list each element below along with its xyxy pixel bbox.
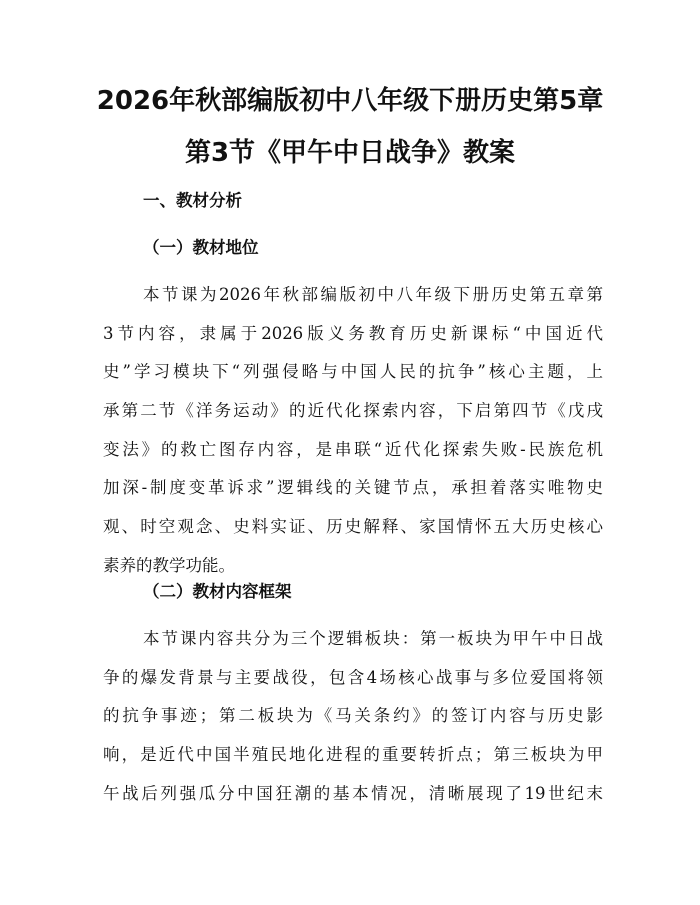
- paragraph-content-framework: [103, 628, 603, 821]
- paragraph-line: 观、时空观念、史料实证、历史解释、家国情怀五大历史核心: [103, 517, 603, 537]
- subsection-heading-textbook-position: （一）教材地位: [143, 238, 259, 257]
- paragraph-line: 承第二节《洋务运动》的近代化探索内容，下启第四节《戊戌: [103, 401, 603, 421]
- paragraph-line: 3节内容，隶属于2026版义务教育历史新课标“中国近代: [103, 323, 603, 343]
- paragraph-line: 的抗争事迹；第二板块为《马关条约》的签订内容与历史影: [103, 706, 603, 726]
- paragraph-line: 加深-制度变革诉求”逻辑线的关键节点，承担着落实唯物史: [103, 478, 603, 498]
- subsection-heading-content-framework: （二）教材内容框架: [143, 582, 292, 601]
- paragraph-line: 争的爆发背景与主要战役，包含4场核心战事与多位爱国将领: [103, 667, 603, 687]
- paragraph-line: 变法》的救亡图存内容，是串联“近代化探索失败-民族危机: [103, 439, 603, 459]
- document-title-line-1: 2026年秋部编版初中八年级下册历史第5章: [96, 86, 604, 116]
- paragraph-line: 本节课内容共分为三个逻辑板块：第一板块为甲午中日战: [143, 629, 603, 648]
- document-title-line-2: 第3节《甲午中日战争》教案: [184, 138, 516, 168]
- paragraph-textbook-position: [103, 284, 603, 594]
- section-heading-textbook-analysis: 一、教材分析: [143, 191, 242, 210]
- paragraph-line: 午战后列强瓜分中国狂潮的基本情况，清晰展现了19世纪末: [103, 783, 603, 803]
- paragraph-line: 素养的教学功能。: [103, 555, 235, 575]
- paragraph-line: 史”学习模块下“列强侵略与中国人民的抗争”核心主题，上: [103, 362, 603, 382]
- paragraph-line: 响，是近代中国半殖民地化进程的重要转折点；第三板块为甲: [103, 745, 603, 765]
- paragraph-line: 本节课为2026年秋部编版初中八年级下册历史第五章第: [143, 285, 603, 304]
